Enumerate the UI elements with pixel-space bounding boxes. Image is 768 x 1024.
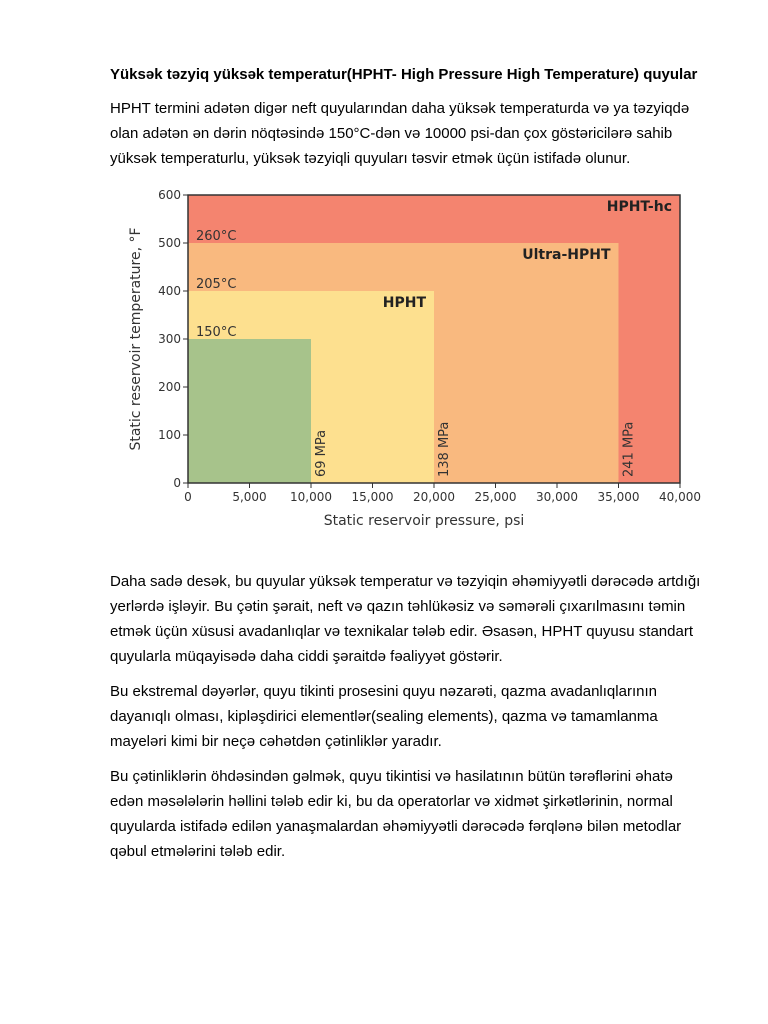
temp-label: 205°C	[196, 277, 237, 292]
pressure-label: 241 MPa	[621, 421, 637, 477]
hpht-chart-figure	[110, 183, 710, 543]
y-tick-label: 600	[158, 188, 181, 202]
document-title: Yüksək təzyiq yüksək temperatur(HPHT- High Pressure High Temperature) quyular	[110, 66, 698, 83]
region-label-hpht-hc: HPHT-hc	[606, 199, 672, 215]
y-tick-label: 0	[173, 476, 181, 490]
x-tick-label: 25,000	[474, 490, 517, 504]
body-paragraph-2: Bu ekstremal dəyərlər, quyu tikinti prosesini quyu nəzarəti, qazma avadanlıqlarının dayanıqlı olması, kipləşdirici elementlər(sealing elements), qazma və tamamlanma mayeləri kimi bir neçə cəhətdən çətinliklər yaradır.	[110, 683, 658, 750]
x-tick-label: 40,000	[659, 490, 701, 504]
body-paragraph-3: Bu çətinliklərin öhdəsindən gəlmək, quyu tikintisi və hasilatının bütün tərəflərini əhatə edən məsələlərin həllini tələb edir ki, bu da operatorlar və xidmət şirkətlərinin, normal quyularda istifadə edilən yanaşmalardan əhəmiyyətli dərəcədə fərqlənə bilən metodlar qəbul etmələrini tələb edir.	[110, 768, 682, 860]
x-tick-label: 5,000	[232, 490, 267, 504]
pressure-label: 138 MPa	[437, 421, 452, 477]
y-tick-label: 200	[158, 380, 181, 394]
x-tick-label: 35,000	[597, 490, 640, 504]
region-label-ultra-hpht: Ultra-HPHT	[522, 247, 611, 263]
region-label-hpht: HPHT	[382, 295, 426, 311]
region-standard	[188, 339, 311, 483]
y-axis-label: Static reservoir temperature, °F	[128, 227, 144, 451]
hpht-chart	[110, 183, 710, 543]
x-tick-label: 0	[184, 490, 192, 504]
x-tick-label: 30,000	[536, 490, 578, 504]
temp-label: 260°C	[196, 229, 237, 244]
document-page	[110, 62, 710, 874]
x-tick-label: 20,000	[413, 490, 455, 504]
temp-label: 150°C	[196, 325, 237, 340]
body-paragraph-1: Daha sadə desək, bu quyular yüksək temperatur və təzyiqin əhəmiyyətli dərəcədə artdığı yerlərdə işləyir. Bu çətin şərait, neft və qazın təhlükəsiz və səmərəli çıxarılmasını təmin etmək üçün xüsusi avadanlıqlar və texnikalar tələb edir. Əsasən, HPHT quyusu standart quyularla müqayisədə daha ciddi şəraitdə fəaliyyət göstərir.	[110, 573, 701, 665]
y-tick-label: 500	[158, 236, 181, 250]
y-tick-label: 400	[158, 284, 181, 298]
y-tick-label: 300	[158, 332, 181, 346]
y-tick-label: 100	[158, 428, 181, 442]
x-axis-label: Static reservoir pressure, psi	[323, 513, 525, 529]
intro-paragraph: HPHT termini adətən digər neft quyularından daha yüksək temperaturda və ya təzyiqdə olan adətən ən dərin nöqtəsində 150°C-dən və 10000 psi-dan çox göstəricilərə sahib yüksək temperaturlu, yüksək təzyiqli quyuları təsvir etmək üçün istifadə olunur.	[110, 100, 690, 167]
x-tick-label: 15,000	[351, 490, 394, 504]
pressure-label: 69 MPa	[314, 429, 329, 477]
x-tick-label: 10,000	[290, 490, 332, 504]
